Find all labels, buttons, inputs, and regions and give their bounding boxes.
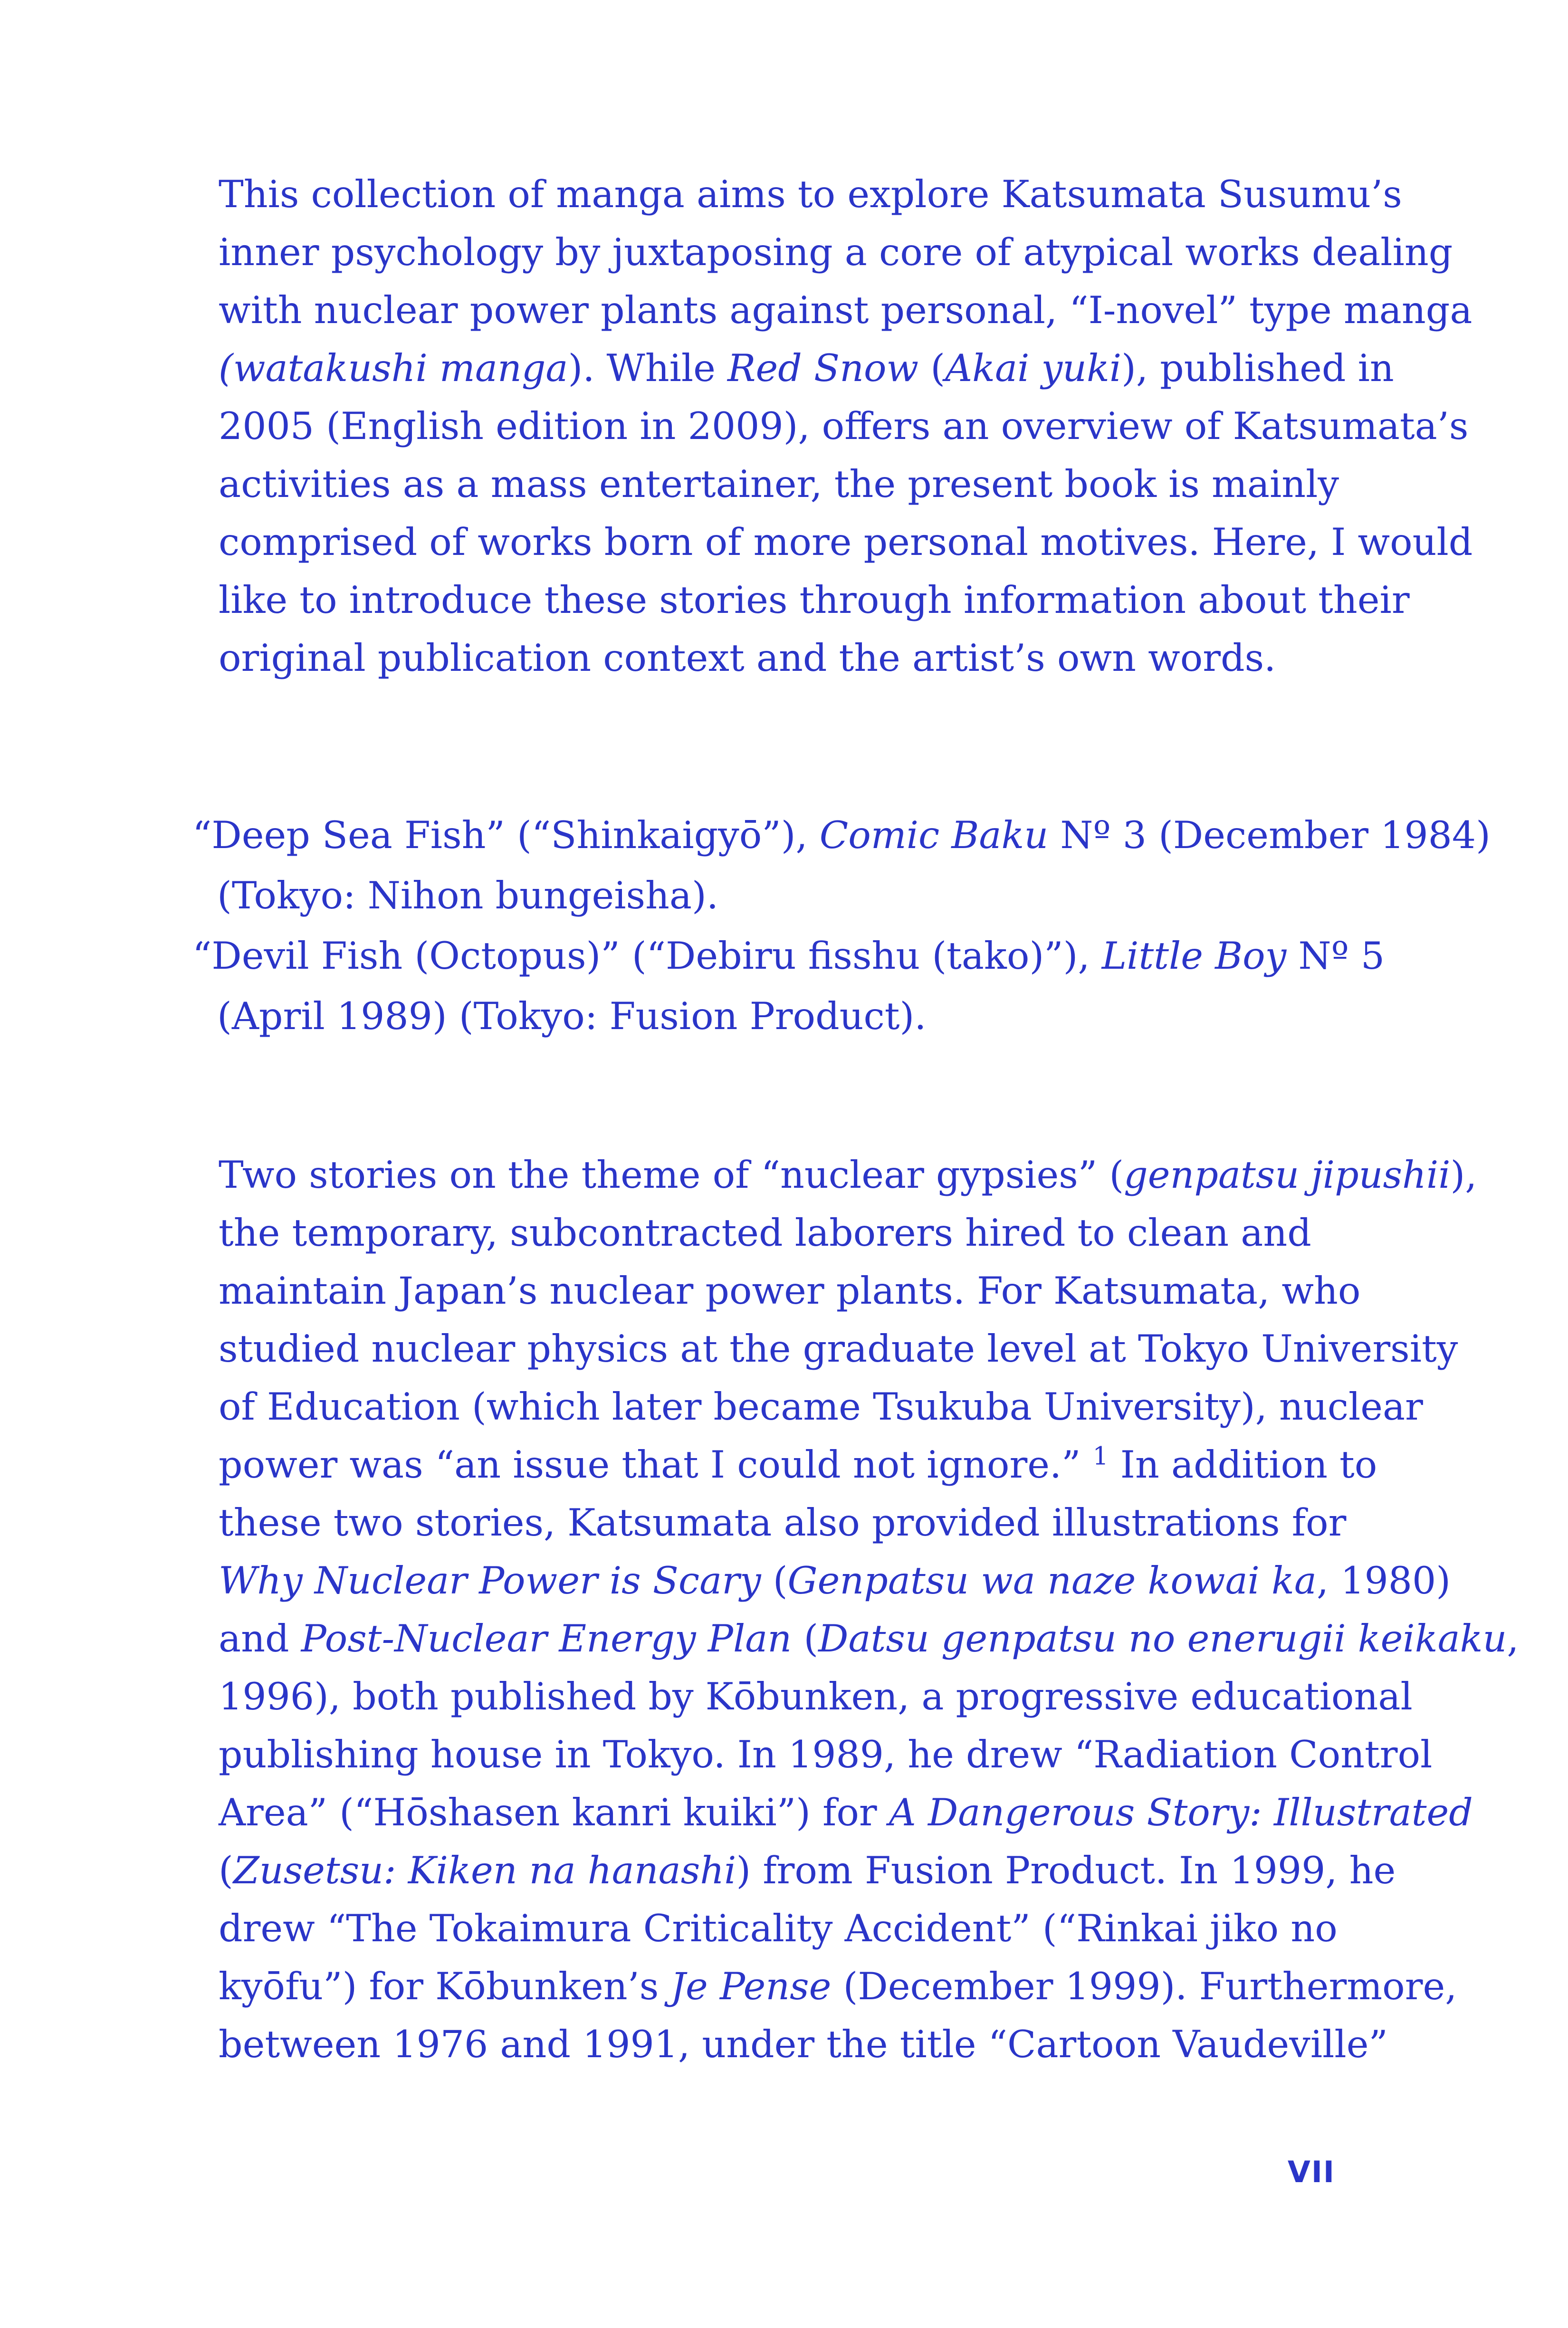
text-line [219, 1610, 1519, 1668]
text-run: Area” (“Hōshasen kanri kuiki”) for [219, 1791, 889, 1834]
nuclear-gypsies-paragraph [219, 1146, 1519, 2073]
text-line [219, 223, 1453, 281]
italic-title: Post-Nuclear Energy Plan [301, 1617, 792, 1660]
text-run: Nº 3 (December 1984) [1048, 813, 1491, 857]
text-run: ( [918, 346, 946, 390]
text-run: 2005 (English edition in 2009), offers an overview of Katsumata’s [219, 404, 1469, 448]
text-line [219, 1378, 1423, 1436]
text-run: activities as a mass entertainer, the present book is mainly [219, 462, 1339, 506]
text-line [219, 339, 1394, 397]
text-line [219, 1204, 1359, 1262]
text-run: (April 1989) (Tokyo: Fusion Product). [217, 994, 927, 1038]
credit-deep-sea-fish [192, 805, 1491, 926]
text-line [219, 397, 1469, 455]
text-run: with nuclear power plants against personal, “I-novel” type manga [219, 288, 1472, 332]
text-run: ), published in [1121, 346, 1394, 390]
text-run: kyōfu”) for Kōbunken’s [219, 1965, 671, 2008]
italic-title: (watakushi manga [219, 346, 568, 390]
text-line [219, 165, 1402, 223]
italic-title: Akai yuki [945, 346, 1122, 390]
text-run: Nº 5 [1286, 934, 1385, 978]
text-run: power was “an issue that I could not ignore.” [219, 1443, 1093, 1487]
text-line [219, 1841, 1396, 1899]
text-line [219, 571, 1410, 629]
text-run: between 1976 and 1991, under the title “Cartoon Vaudeville” [219, 2023, 1388, 2066]
page-number: VII [1287, 2155, 1335, 2189]
italic-title: Zusetsu: Kiken na hanashi [233, 1849, 736, 1892]
text-run: (Tokyo: Nihon bungeisha). [217, 874, 718, 917]
text-run: Two stories on the theme of “nuclear gypsies” ( [219, 1153, 1124, 1197]
text-run: publishing house in Tokyo. In 1989, he drew “Radiation Control [219, 1733, 1433, 1776]
text-run: comprised of works born of more personal motives. Here, I would [219, 520, 1473, 564]
italic-title: Genpatsu wa naze kowai ka [787, 1559, 1317, 1603]
italic-title: genpatsu jipushii [1124, 1153, 1451, 1197]
credit-line [192, 866, 1380, 926]
italic-title: A Dangerous Story: Illustrated [889, 1791, 1473, 1834]
text-line [219, 1784, 1473, 1841]
footnote-marker[interactable]: 1 [1092, 1442, 1109, 1471]
text-line [219, 281, 1472, 339]
text-line [219, 513, 1473, 571]
text-run: of Education (which later became Tsukuba University), nuclear [219, 1385, 1423, 1429]
text-run: , 1980) [1317, 1559, 1451, 1603]
text-line [219, 1668, 1413, 1726]
text-run: studied nuclear physics at the graduate level at Tokyo University [219, 1327, 1458, 1371]
italic-title: Little Boy [1101, 934, 1287, 978]
text-run: maintain Japan’s nuclear power plants. For Katsumata, who [219, 1269, 1361, 1313]
text-line [219, 1262, 1359, 1320]
text-run: ( [219, 1849, 233, 1892]
text-line [219, 1552, 1451, 1610]
text-line [219, 1726, 1433, 1784]
text-run: and [219, 1617, 301, 1660]
text-run: (December 1999). Furthermore, [831, 1965, 1457, 2008]
text-run: like to introduce these stories through information about their [219, 578, 1410, 622]
text-run: original publication context and the artist’s own words. [219, 636, 1276, 680]
text-run: inner psychology by juxtaposing a core of atypical works dealing [219, 230, 1453, 274]
text-line [219, 1899, 1359, 1957]
text-run: In addition to [1108, 1443, 1377, 1487]
credit-line [192, 986, 1380, 1047]
text-run: the temporary, subcontracted laborers hired to clean and [219, 1211, 1311, 1255]
text-run: ( [761, 1559, 788, 1603]
text-line [219, 629, 1359, 687]
text-run: these two stories, Katsumata also provided illustrations for [219, 1501, 1347, 1545]
italic-title: Why Nuclear Power is Scary [219, 1559, 761, 1603]
text-line [219, 455, 1359, 513]
italic-title: Comic Baku [819, 813, 1049, 857]
text-run: ). While [568, 346, 728, 390]
text-line [219, 1436, 1377, 1494]
text-run: “Devil Fish (Octopus)” (“Debiru fisshu (tako)”), [192, 934, 1102, 978]
italic-title: Datsu genpatsu no enerugii keikaku [818, 1617, 1507, 1660]
intro-paragraph [219, 165, 1473, 687]
credit-line [192, 926, 1385, 986]
credit-devil-fish [192, 926, 1385, 1047]
text-run: drew “The Tokaimura Criticality Accident” (“Rinkai jiko no [219, 1907, 1338, 1950]
text-run: , [1507, 1617, 1519, 1660]
italic-title: Je Pense [670, 1965, 832, 2008]
italic-title: Red Snow [727, 346, 919, 390]
text-line [219, 1320, 1458, 1378]
text-run: This collection of manga aims to explore Katsumata Susumu’s [219, 172, 1402, 216]
text-run: ( [792, 1617, 819, 1660]
text-line [219, 1957, 1457, 2015]
publication-credits [192, 805, 1491, 1047]
text-run: 1996), both published by Kōbunken, a progressive educational [219, 1675, 1413, 1718]
text-run: ) from Fusion Product. In 1999, he [736, 1849, 1396, 1892]
text-run: ), [1450, 1153, 1477, 1197]
credit-line [192, 805, 1491, 866]
text-line [219, 2015, 1388, 2073]
text-line [219, 1494, 1359, 1552]
text-line [219, 1146, 1477, 1204]
text-run: “Deep Sea Fish” (“Shinkaigyō”), [192, 813, 820, 857]
